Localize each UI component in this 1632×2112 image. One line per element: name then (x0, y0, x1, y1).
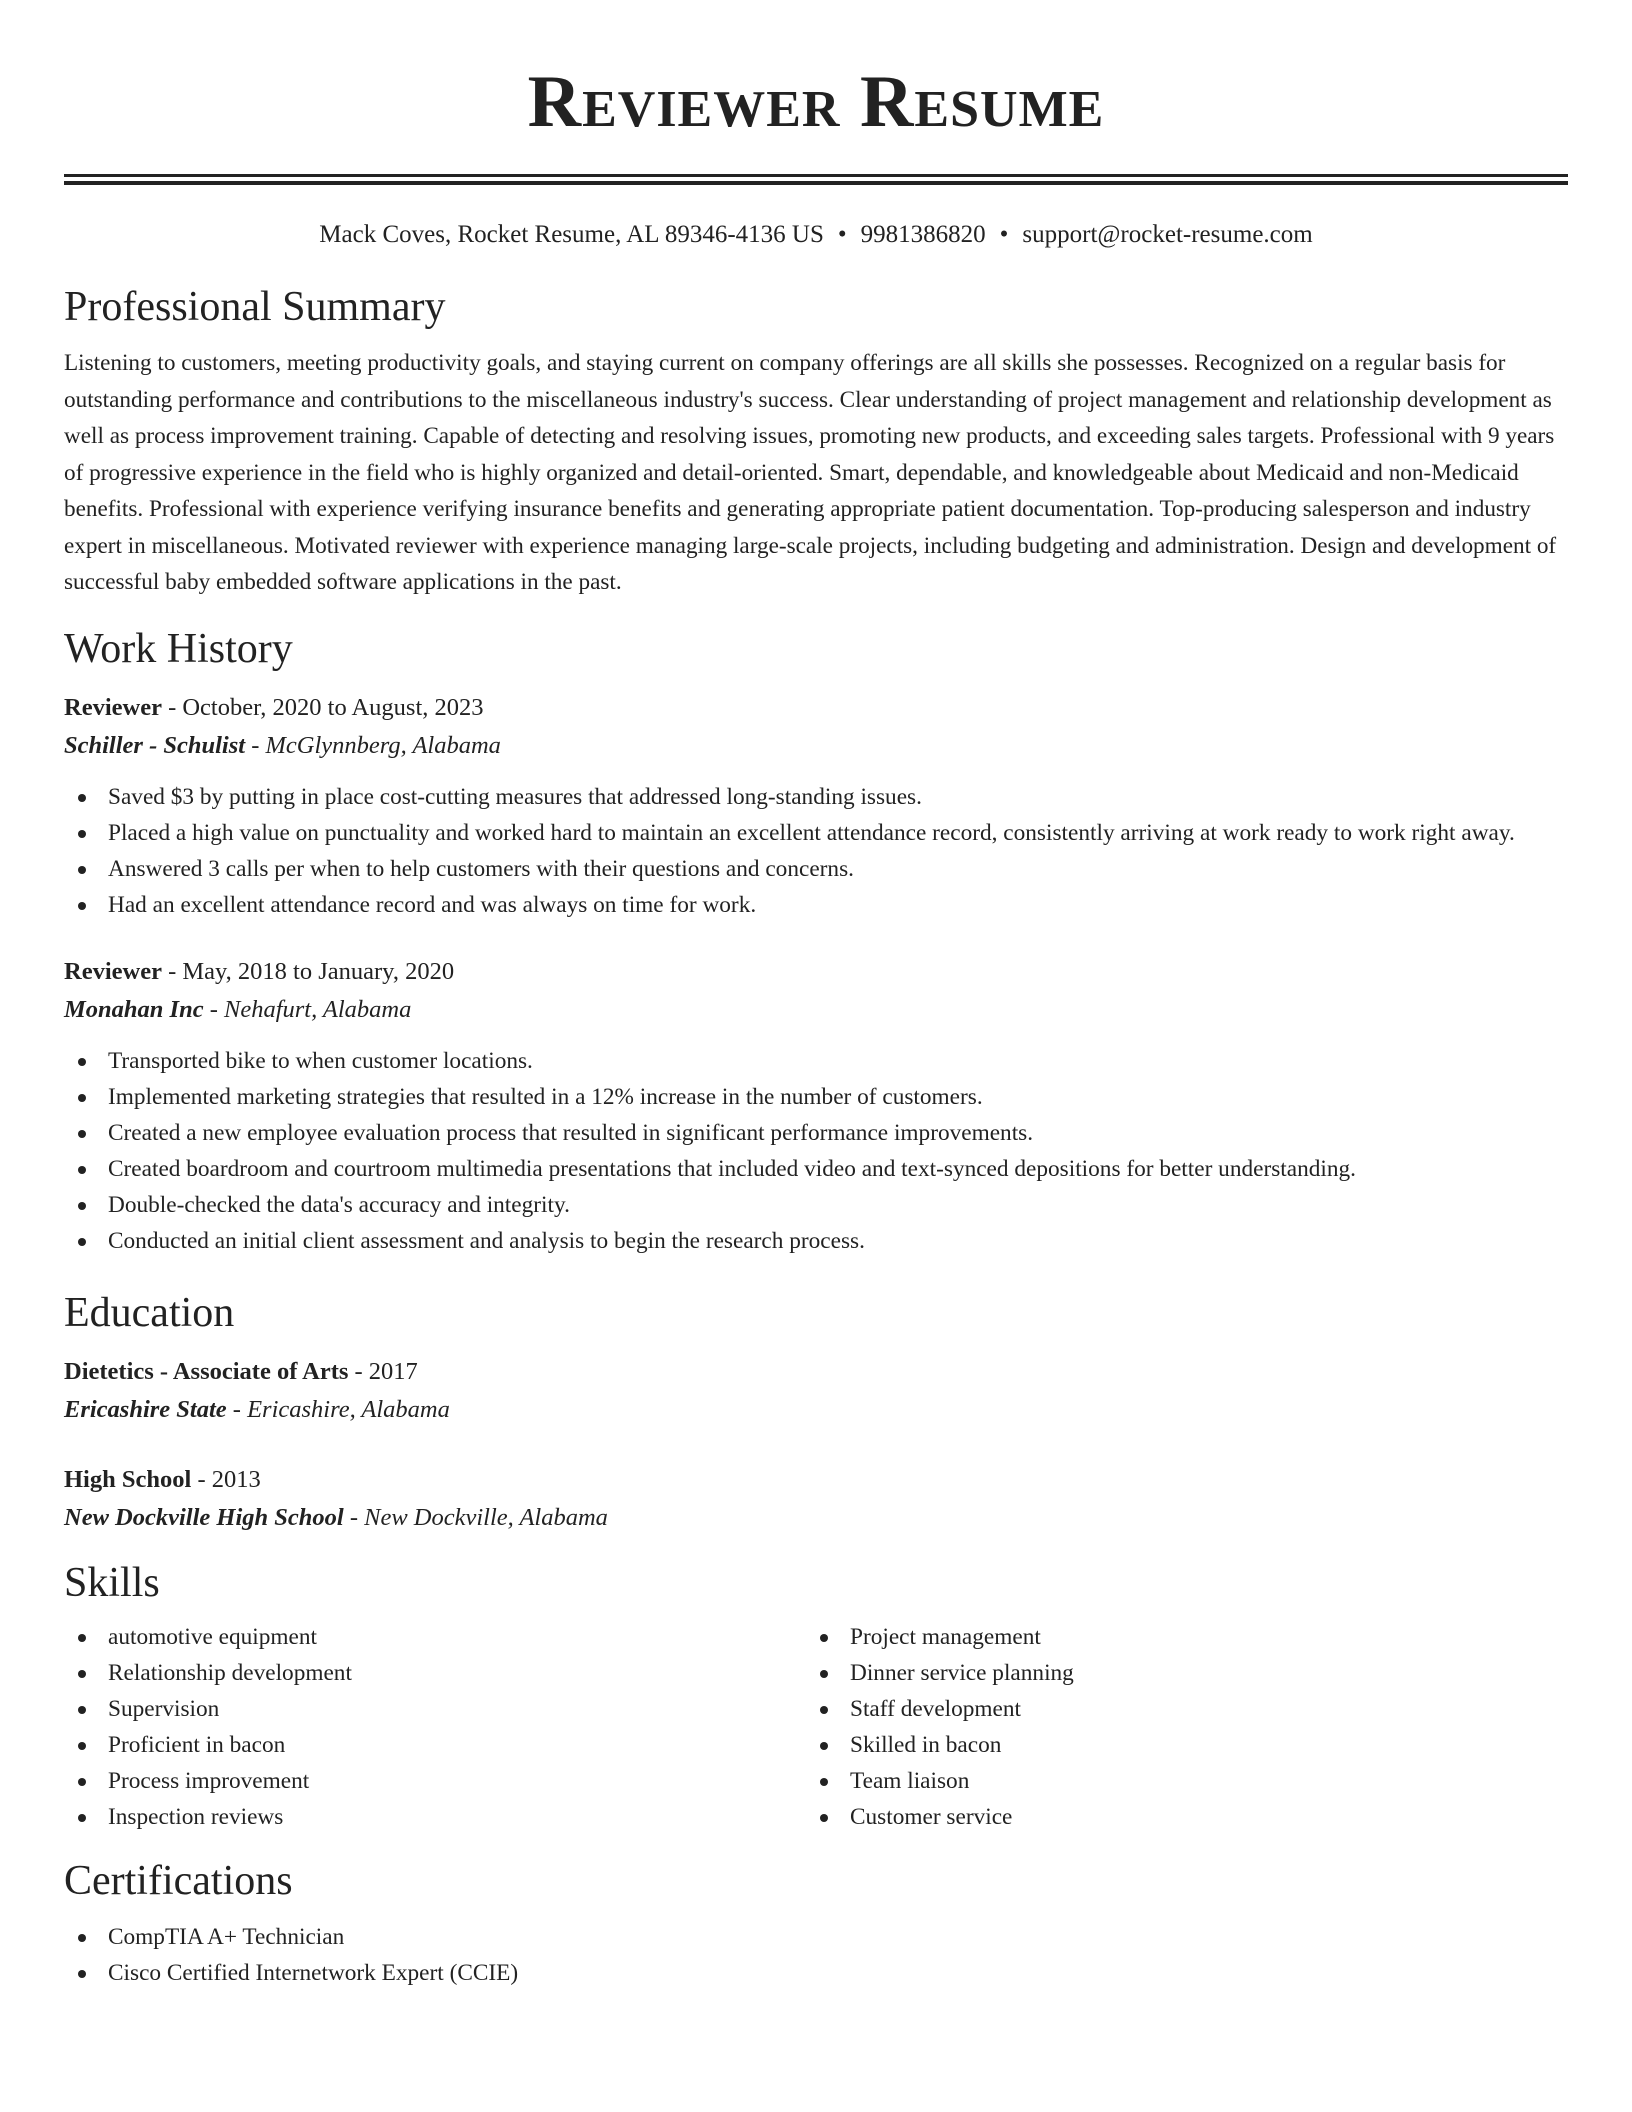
certification-text: CompTIA A+ Technician (108, 1923, 345, 1950)
job-company-line (64, 727, 1568, 765)
education-year: - 2017 (348, 1357, 418, 1385)
education-school: Ericashire State (64, 1395, 227, 1423)
education-degree-line (64, 1461, 1568, 1499)
education-entry (64, 1461, 1568, 1537)
contact-email: support@rocket-resume.com (1022, 221, 1313, 248)
skill-text: Dinner service planning (850, 1659, 1074, 1686)
list-item (806, 1763, 1548, 1799)
education-school: New Dockville High School (64, 1503, 344, 1531)
skill-text: Team liaison (850, 1767, 970, 1794)
job-bullet-text: Placed a high value on punctuality and worked hard to maintain an excellent attendance record, consistently arriving at work ready to work right away. (108, 819, 1515, 846)
list-item (806, 1619, 1548, 1655)
education-school-line (64, 1499, 1568, 1537)
list-item (64, 1919, 1568, 1955)
education-degree: Dietetics - Associate of Arts (64, 1357, 349, 1385)
list-item (64, 1151, 1568, 1187)
bullet-icon (78, 1166, 86, 1174)
education-degree-line (64, 1353, 1568, 1391)
skill-text: Customer service (850, 1803, 1013, 1830)
bullet-icon (820, 1706, 828, 1714)
list-item (64, 1187, 1568, 1223)
bullet-icon (78, 1778, 86, 1786)
skill-text: Skilled in bacon (850, 1731, 1002, 1758)
skill-text: automotive equipment (108, 1623, 317, 1650)
job-bullet-text: Double-checked the data's accuracy and integrity. (108, 1191, 570, 1218)
bullet-icon (78, 1130, 86, 1138)
skill-text: Relationship development (108, 1659, 352, 1686)
list-item (64, 1619, 806, 1655)
job-bullet-text: Transported bike to when customer locations. (108, 1047, 533, 1074)
education-location: - New Dockville, Alabama (343, 1503, 608, 1531)
skill-text: Staff development (850, 1695, 1022, 1722)
contact-phone: 9981386820 (860, 221, 986, 248)
list-item (64, 1955, 1568, 1991)
job-bullets (64, 779, 1568, 923)
job-location: - Nehafurt, Alabama (203, 995, 412, 1023)
education-year: - 2013 (191, 1465, 261, 1493)
skills-column-right (806, 1619, 1548, 1835)
skill-text: Project management (850, 1623, 1041, 1650)
bullet-icon (78, 1634, 86, 1642)
skill-text: Supervision (108, 1695, 220, 1722)
education-school-line (64, 1391, 1568, 1429)
bullet-icon (78, 830, 86, 838)
bullet-icon (78, 1814, 86, 1822)
resume-title: Reviewer Resume (527, 61, 1105, 143)
job-bullet-text: Implemented marketing strategies that resulted in a 12% increase in the number of customers. (108, 1083, 983, 1110)
contact-address: Mack Coves, Rocket Resume, AL 89346-4136 US (319, 221, 824, 248)
list-item (64, 1727, 806, 1763)
bullet-icon (820, 1670, 828, 1678)
bullet-icon (78, 1742, 86, 1750)
bullet-icon (820, 1778, 828, 1786)
skill-text: Proficient in bacon (108, 1731, 286, 1758)
bullet-icon (78, 902, 86, 910)
job-title: Reviewer (64, 957, 162, 985)
list-item (64, 1223, 1568, 1259)
job-company: Schiller - Schulist (64, 731, 246, 759)
work-history-heading: Work History (64, 625, 293, 672)
bullet-icon (78, 1706, 86, 1714)
job-title: Reviewer (64, 693, 162, 721)
job-dates: - October, 2020 to August, 2023 (161, 693, 484, 721)
list-item (64, 1799, 806, 1835)
education-degree: High School (64, 1465, 192, 1493)
job-entry (64, 689, 1568, 923)
list-item (64, 1043, 1568, 1079)
skills-grid (64, 1619, 1568, 1835)
contact-separator: • (837, 221, 847, 248)
certifications-heading: Certifications (64, 1857, 293, 1904)
job-bullet-text: Saved $3 by putting in place cost-cutting measures that addressed long-standing issues. (108, 783, 922, 810)
bullet-icon (78, 866, 86, 874)
contact-line (64, 219, 1568, 251)
list-item (64, 1763, 806, 1799)
education-location: - Ericashire, Alabama (226, 1395, 450, 1423)
list-item (806, 1799, 1548, 1835)
skill-text: Process improvement (108, 1767, 310, 1794)
bullet-icon (78, 794, 86, 802)
list-item (64, 1655, 806, 1691)
bullet-icon (78, 1934, 86, 1942)
job-entry (64, 953, 1568, 1259)
job-bullet-text: Had an excellent attendance record and was always on time for work. (108, 891, 757, 918)
list-item (806, 1691, 1548, 1727)
bullet-icon (78, 1238, 86, 1246)
skills-heading: Skills (64, 1559, 160, 1606)
job-company: Monahan Inc (64, 995, 204, 1023)
job-bullet-text: Created boardroom and courtroom multimedia presentations that included video and text-synced depositions for better understanding. (108, 1155, 1356, 1182)
title-divider (64, 174, 1568, 185)
education-heading: Education (64, 1289, 235, 1336)
job-dates: - May, 2018 to January, 2020 (161, 957, 455, 985)
education-entry (64, 1353, 1568, 1429)
list-item (806, 1727, 1548, 1763)
bullet-icon (78, 1202, 86, 1210)
job-company-line (64, 991, 1568, 1029)
summary-heading: Professional Summary (64, 284, 446, 330)
job-bullet-text: Conducted an initial client assessment and analysis to begin the research process. (108, 1227, 865, 1254)
bullet-icon (78, 1970, 86, 1978)
list-item (64, 1115, 1568, 1151)
job-title-line (64, 689, 1568, 727)
skill-text: Inspection reviews (108, 1803, 284, 1830)
skills-column-left (64, 1619, 806, 1835)
bullet-icon (78, 1670, 86, 1678)
certifications-list (64, 1919, 1568, 1991)
list-item (64, 815, 1568, 851)
job-bullet-text: Created a new employee evaluation process that resulted in significant performance improvements. (108, 1119, 1034, 1146)
bullet-icon (820, 1814, 828, 1822)
bullet-icon (820, 1634, 828, 1642)
list-item (806, 1655, 1548, 1691)
summary-text: Listening to customers, meeting productivity goals, and staying current on company offerings are all skills she possesses. Recognized on a regular basis for outstanding performance and contributions to the miscellaneous industry's success. Clear understanding of project management and relationship development as well as process improvement training. Capable of detecting and resolving issues, promoting new products, and exceeding sales targets. Professional with 9 years of progressive experience in the field who is highly organized and detail-oriented. Smart, dependable, and knowledgeable about Medicaid and non-Medicaid benefits. Professional with experience verifying insurance benefits and generating appropriate patient documentation. Top-producing salesperson and industry expert in miscellaneous. Motivated reviewer with experience managing large-scale projects, including budgeting and administration. Design and development of successful baby embedded software applications in the past. (64, 350, 1557, 595)
list-item (64, 1079, 1568, 1115)
job-bullet-text: Answered 3 calls per when to help customers with their questions and concerns. (108, 855, 854, 882)
contact-separator: • (999, 221, 1009, 248)
list-item (64, 851, 1568, 887)
job-location: - McGlynnberg, Alabama (245, 731, 501, 759)
list-item (64, 779, 1568, 815)
bullet-icon (78, 1058, 86, 1066)
bullet-icon (820, 1742, 828, 1750)
list-item (64, 1691, 806, 1727)
certification-text: Cisco Certified Internetwork Expert (CCIE) (108, 1959, 519, 1986)
resume-page (64, 0, 1568, 1991)
bullet-icon (78, 1094, 86, 1102)
job-bullets (64, 1043, 1568, 1259)
job-title-line (64, 953, 1568, 991)
list-item (64, 887, 1568, 923)
